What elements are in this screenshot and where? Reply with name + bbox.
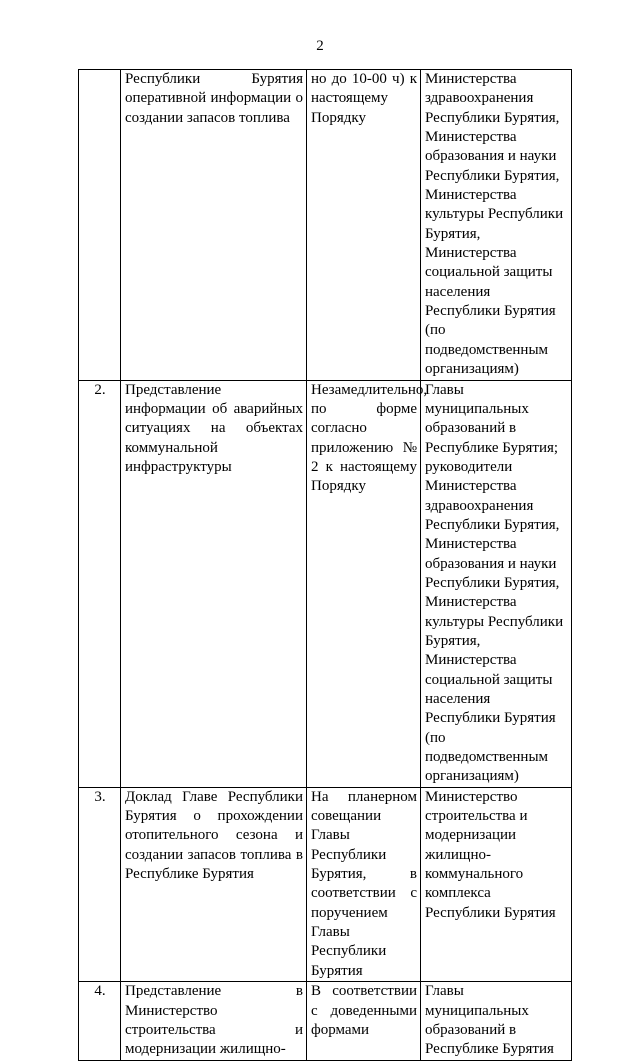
row-number: 4. [79,982,121,1060]
responsible-cell: Министерства здравоохранения Республики Бурятия, Министерства образования и науки Республики Бурятия, Министерства культуры Республики Бурятия, Министерства социальной защиты населения Республики Бурятия (по подведомственным организациям) [421,70,572,381]
table-row [79,787,572,981]
responsible-cell: Министерство строительства и модернизации жилищно-коммунального комплекса Республики Бурятия [421,787,572,981]
row-number: 2. [79,380,121,787]
schedule-table [78,69,572,1061]
term-cell: но до 10-00 ч) к настоящему Порядку [307,70,421,381]
event-cell: Представление информации об аварийных ситуациях на объектах коммунальной инфраструктуры [121,380,307,787]
page-number: 2 [316,38,324,54]
responsible-cell: Главы муниципальных образований в Республике Бурятия; руководители Министерства здравоохранения Республики Бурятия, Министерства образования и науки Республики Бурятия, Министерства культуры Республики Бурятия, Министерства социальной защиты населения Республики Бурятия (по подведомственным организациям) [421,380,572,787]
row-number [79,70,121,381]
row-number: 3. [79,787,121,981]
term-cell: В соответствии с доведенными формами [307,982,421,1060]
term-cell: Незамедлительно, по форме согласно приложению № 2 к настоящему Порядку [307,380,421,787]
event-cell: Доклад Главе Республики Бурятия о прохождении отопительного сезона и создании запасов топлива в Республике Бурятия [121,787,307,981]
responsible-cell: Главы муниципальных образований в Республике Бурятия [421,982,572,1060]
event-cell: Республики Бурятия оперативной информации о создании запасов топлива [121,70,307,381]
term-cell: На планерном совещании Главы Республики Бурятия, в соответствии с поручением Главы Республики Бурятия [307,787,421,981]
event-cell: Представление в Министерство строительства и модернизации жилищно- [121,982,307,1060]
table-row [79,380,572,787]
table-row [79,70,572,381]
table-row [79,982,572,1060]
